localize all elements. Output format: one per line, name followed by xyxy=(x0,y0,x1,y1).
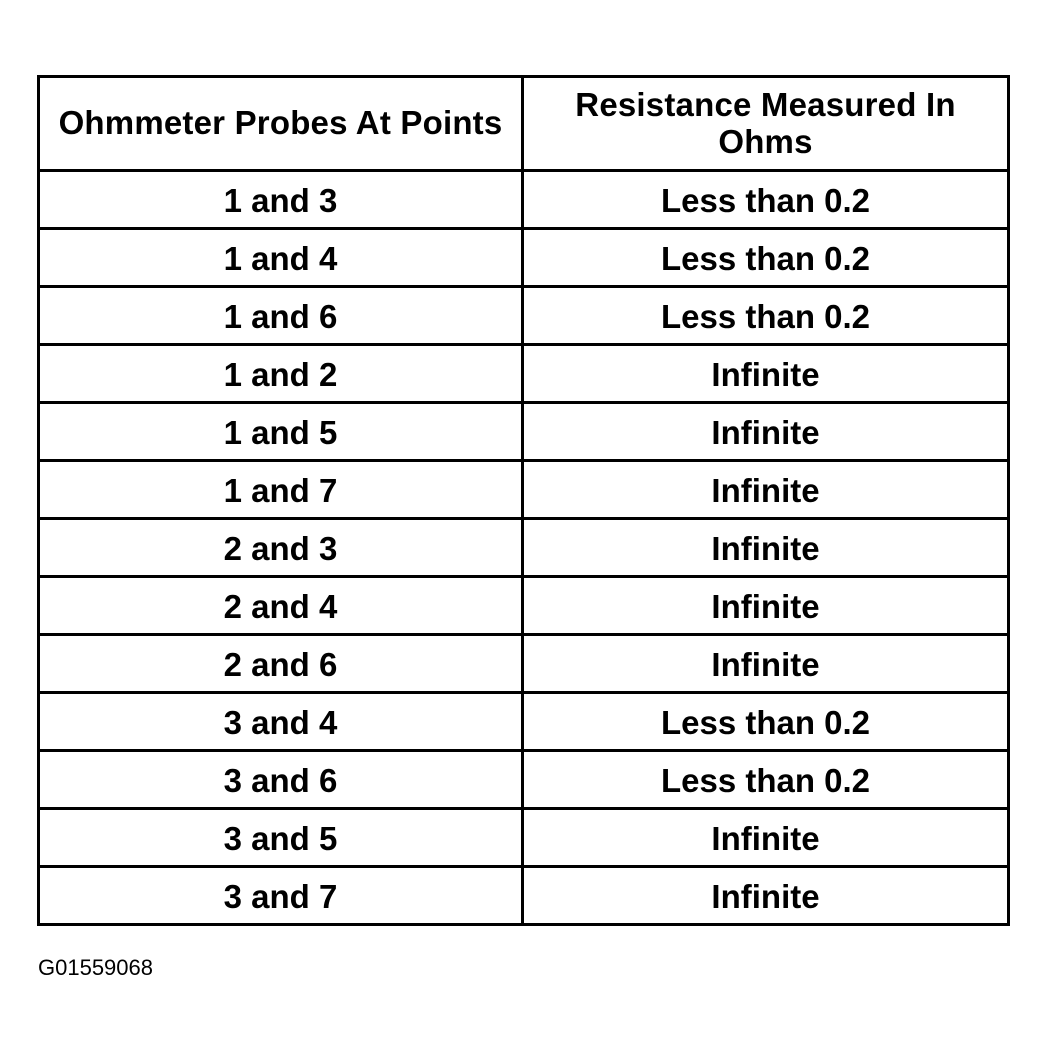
table-row xyxy=(39,577,1009,635)
table-row xyxy=(39,345,1009,403)
resistance-cell: Infinite xyxy=(523,519,1009,577)
resistance-cell: Infinite xyxy=(523,403,1009,461)
table-row xyxy=(39,287,1009,345)
table-row xyxy=(39,809,1009,867)
resistance-cell: Less than 0.2 xyxy=(523,171,1009,229)
resistance-cell: Less than 0.2 xyxy=(523,229,1009,287)
probe-points-cell: 3 and 7 xyxy=(39,867,523,925)
table-row xyxy=(39,461,1009,519)
probe-points-cell: 3 and 6 xyxy=(39,751,523,809)
probe-points-cell: 1 and 5 xyxy=(39,403,523,461)
probe-points-cell: 3 and 4 xyxy=(39,693,523,751)
probe-points-cell: 2 and 3 xyxy=(39,519,523,577)
resistance-cell: Less than 0.2 xyxy=(523,287,1009,345)
resistance-cell: Infinite xyxy=(523,867,1009,925)
resistance-cell: Infinite xyxy=(523,577,1009,635)
table-row xyxy=(39,693,1009,751)
resistance-cell: Infinite xyxy=(523,635,1009,693)
resistance-table-container xyxy=(37,75,1007,926)
probe-points-cell: 1 and 2 xyxy=(39,345,523,403)
header-resistance-measured: Resistance Measured In Ohms xyxy=(523,77,1009,171)
probe-points-cell: 3 and 5 xyxy=(39,809,523,867)
resistance-cell: Infinite xyxy=(523,461,1009,519)
probe-points-cell: 2 and 6 xyxy=(39,635,523,693)
figure-id-label: G01559068 xyxy=(38,955,153,980)
table-row xyxy=(39,403,1009,461)
resistance-table xyxy=(37,75,1010,926)
resistance-cell: Infinite xyxy=(523,345,1009,403)
table-header-row xyxy=(39,77,1009,171)
probe-points-cell: 2 and 4 xyxy=(39,577,523,635)
table-row xyxy=(39,867,1009,925)
table-row xyxy=(39,751,1009,809)
probe-points-cell: 1 and 6 xyxy=(39,287,523,345)
resistance-cell: Less than 0.2 xyxy=(523,693,1009,751)
resistance-cell: Less than 0.2 xyxy=(523,751,1009,809)
probe-points-cell: 1 and 4 xyxy=(39,229,523,287)
table-row xyxy=(39,229,1009,287)
probe-points-cell: 1 and 3 xyxy=(39,171,523,229)
header-probes-at-points: Ohmmeter Probes At Points xyxy=(39,77,523,171)
table-row xyxy=(39,519,1009,577)
resistance-cell: Infinite xyxy=(523,809,1009,867)
table-row xyxy=(39,171,1009,229)
probe-points-cell: 1 and 7 xyxy=(39,461,523,519)
table-row xyxy=(39,635,1009,693)
